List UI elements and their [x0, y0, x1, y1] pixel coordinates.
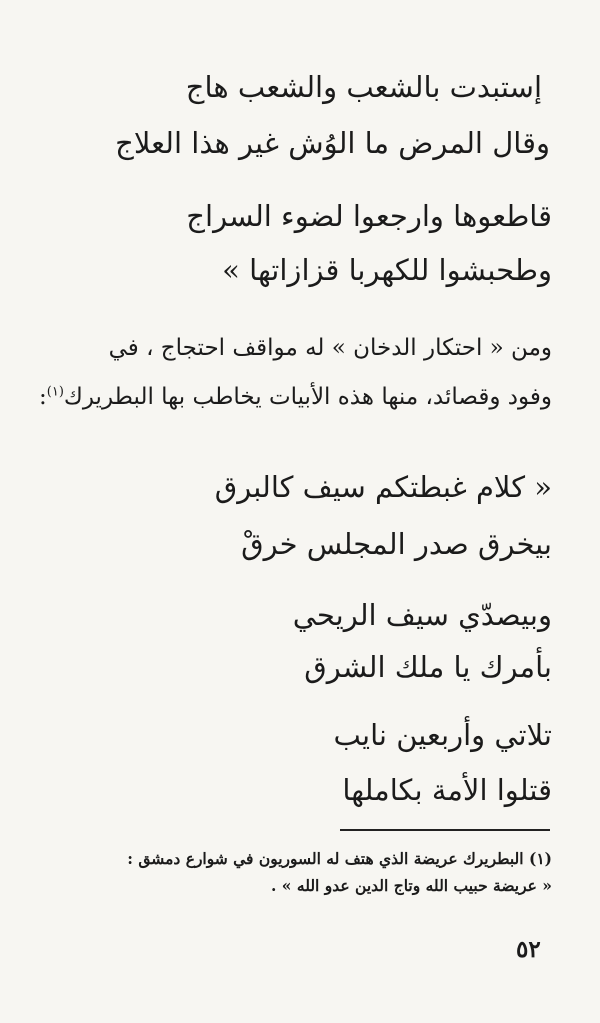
- footnote-separator: [340, 829, 550, 831]
- poem-line: إستبدت بالشعب والشعب هاج: [185, 70, 542, 104]
- prose-colon: :: [39, 384, 47, 410]
- poem-line: قاطعوها وارجعوا لضوء السراج: [186, 199, 552, 233]
- footnote-line: (١) البطريرك عريضة الذي هتف له السوريون في شوارع دمشق :: [127, 849, 552, 868]
- poem-line: قتلوا الأمة بكاملها: [342, 773, 552, 807]
- prose-line: [39, 384, 552, 410]
- page-number: ٥٢: [516, 936, 541, 963]
- poem-line: وطحبشوا للكهربا قزازاتها »: [222, 253, 552, 287]
- footnote-marker: (١): [46, 384, 64, 400]
- poem-line: وقال المرض ما الوُش غير هذا العلاج: [115, 126, 550, 160]
- poem-line: وبيصدّي سيف الريحي: [292, 598, 552, 632]
- poem-line: بأمرك يا ملك الشرق: [304, 650, 552, 684]
- prose-line: ومن « احتكار الدخان » له مواقف احتجاج ، في: [108, 335, 552, 361]
- poem-line: تلاتي وأربعين نايب: [333, 718, 552, 752]
- poem-line: « كلام غبطتكم سيف كالبرق: [214, 470, 552, 504]
- prose-text: وفود وقصائد، منها هذه الأبيات يخاطب بها البطريرك: [63, 384, 552, 410]
- footnote-line: « عريضة حبيب الله وتاج الدين عدو الله » .: [271, 876, 552, 895]
- poem-line: بيخرق صدر المجلس خرقْ: [241, 527, 552, 561]
